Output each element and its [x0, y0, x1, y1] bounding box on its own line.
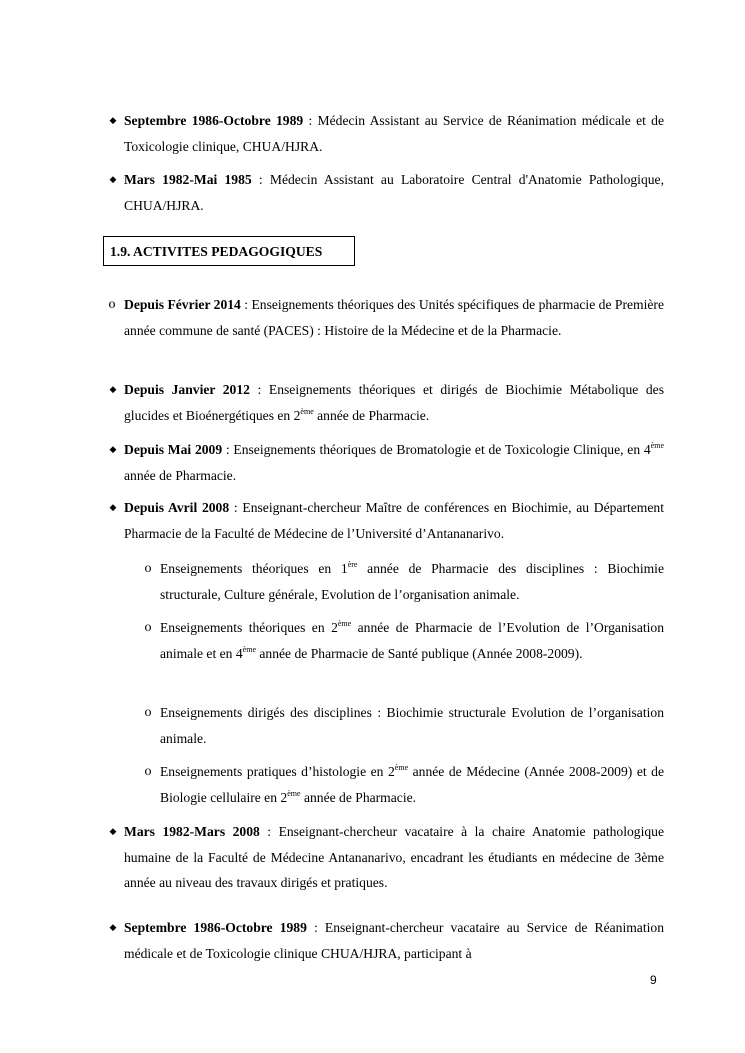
item-text: année de Pharmacie. [124, 467, 237, 483]
item-text: Enseignements pratiques d’histologie en 2 [160, 764, 395, 779]
diamond-bullet-icon: ◆ [109, 444, 117, 454]
item-date: Septembre 1986-Octobre 1989 [124, 920, 307, 935]
item-text: : Enseignements théoriques des Unités spécifiques de pharmacie de Première année commune de santé (PACES) : Histoire de la Médecine et de la Pharmacie. [124, 297, 664, 338]
item-date: Depuis Avril 2008 [124, 500, 230, 515]
superscript: ème [337, 619, 352, 628]
superscript: ère [347, 560, 358, 569]
item-text: : Médecin Assistant au Service de Réanimation médicale et de Toxicologie clinique, CHUA/HJRA. [124, 113, 664, 154]
diamond-bullet-icon: ◆ [109, 502, 117, 512]
diamond-bullet-icon: ◆ [109, 922, 117, 932]
item-text: Enseignements théoriques en 1 [160, 561, 348, 576]
superscript: ème [394, 763, 409, 772]
item-text: : Enseignant-chercheur vacataire au Service de Réanimation médicale et de Toxicologie clinique CHUA/HJRA, participant à [124, 920, 664, 961]
diamond-bullet-icon: ◆ [109, 115, 117, 125]
item-date: Depuis Mai 2009 [124, 442, 223, 457]
item-text: : Enseignant-chercheur Maître de conférences en Biochimie, au Département Pharmacie de la Faculté de Médecine de l’Université d’Antananarivo. [124, 500, 664, 541]
circle-bullet-icon: o [144, 620, 152, 635]
superscript: ème [287, 788, 301, 798]
diamond-bullet-icon: ◆ [109, 174, 117, 184]
item-text: : Enseignements théoriques et dirigés de Biochimie Métabolique des glucides et Bioénergétiques en 2 [124, 382, 664, 423]
item-date: Mars 1982-Mai 1985 [124, 172, 252, 187]
item-text: : Enseignements théoriques de Bromatologie et de Toxicologie Clinique, en 4 [222, 442, 651, 457]
diamond-bullet-icon: ◆ [109, 826, 117, 836]
item-text: année de Médecine (Année 2008-2009) et de Biologie cellulaire en 2 [160, 764, 664, 805]
item-date: Septembre 1986-Octobre 1989 [124, 113, 304, 128]
item-text: année de Pharmacie. [300, 789, 417, 805]
item-date: Depuis Janvier 2012 [124, 382, 250, 397]
item-date: Depuis Février 2014 [124, 297, 241, 312]
item-date: Mars 1982-Mars 2008 [124, 824, 260, 839]
list-item [104, 292, 664, 343]
circle-bullet-icon: o [144, 561, 152, 576]
sub-list-item [140, 556, 664, 607]
circle-bullet-icon: o [144, 764, 152, 779]
item-text: année de Pharmacie de l’Evolution de l’Organisation animale et en 4 [160, 620, 665, 661]
item-text: Enseignements dirigés des disciplines : Biochimie structurale Evolution de l’organisation animale. [160, 705, 664, 746]
circle-bullet-icon: o [144, 705, 152, 720]
item-text: : Médecin Assistant au Laboratoire Central d'Anatomie Pathologique, CHUA/HJRA. [124, 172, 664, 213]
sub-list-item [140, 615, 664, 666]
superscript: ème [650, 441, 664, 450]
section-heading: 1.9. ACTIVITES PEDAGOGIQUES [103, 236, 355, 266]
item-text: Enseignements théoriques en 2 [160, 620, 338, 635]
item-text: année de Pharmacie des disciplines : Biochimie structurale, Culture générale, Evolution de l’organisation animale. [160, 561, 664, 602]
superscript: ème [300, 406, 314, 416]
list-item [104, 915, 664, 966]
list-item [104, 377, 664, 428]
list-item [104, 437, 664, 488]
item-text: année de Pharmacie de Santé publique (Année 2008-2009). [256, 645, 583, 661]
diamond-bullet-icon: ◆ [109, 384, 117, 394]
list-item [104, 819, 664, 896]
circle-bullet-icon: o [108, 297, 116, 312]
list-item [104, 167, 664, 218]
item-text: année de Pharmacie. [313, 407, 430, 423]
list-item [104, 495, 664, 546]
sub-list-item [140, 700, 664, 751]
page-number: 9 [650, 973, 657, 987]
list-item [104, 108, 664, 159]
superscript: ème [242, 644, 256, 654]
item-text: : Enseignant-chercheur vacataire à la chaire Anatomie pathologique humaine de la Faculté de Médecine Antananarivo, encadrant les étudiants en médecine de 3ème année au niveau des travaux dirigés et pratiques. [124, 824, 664, 890]
sub-list-item [140, 759, 664, 810]
